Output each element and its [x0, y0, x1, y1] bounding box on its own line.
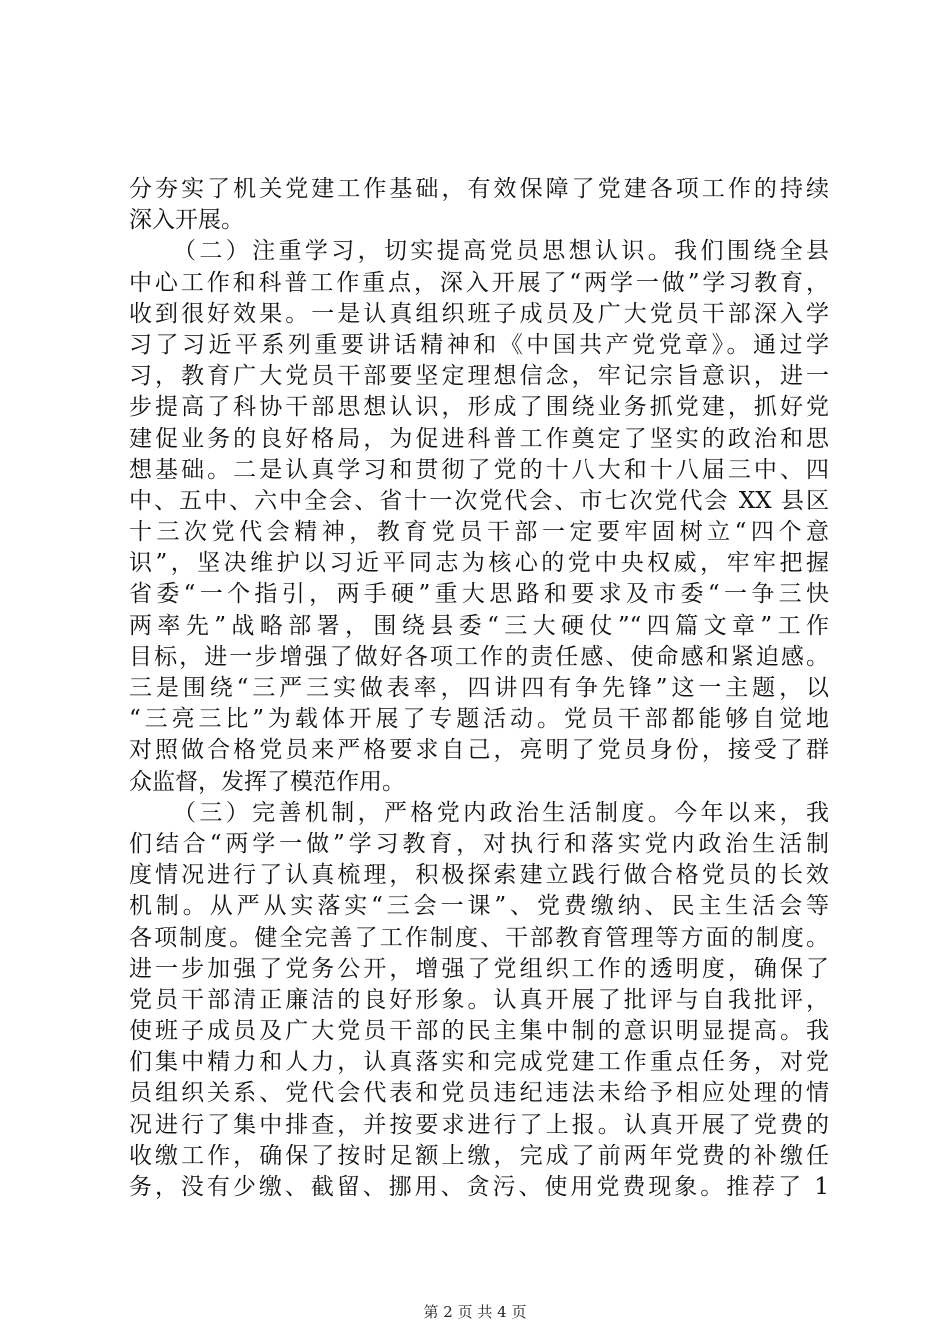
text-line: （二）注重学习，切实提高党员思想认识。我们围绕全县 [173, 238, 829, 265]
text-line: 深入开展。 [129, 207, 244, 234]
text-line: “三亮三比”为载体开展了专题活动。党员干部都能够自觉地 [129, 706, 829, 733]
text-line: 众监督，发挥了模范作用。 [129, 768, 405, 795]
text-line: 们集中精力和人力，认真落实和完成党建工作重点任务，对党 [129, 1049, 829, 1076]
text-line: 分夯实了机关党建工作基础，有效保障了党建各项工作的持续 [129, 176, 829, 202]
text-line: 省委“一个指引，两手硬”重大思路和要求及市委“一争三快 [129, 581, 829, 608]
text-line: 建促业务的良好格局，为促进科普工作奠定了坚实的政治和思 [129, 425, 829, 452]
text-line: 务，没有少缴、截留、挪用、贪污、使用党费现象。推荐了 1 [129, 1174, 829, 1200]
text-line: 习，教育广大党员干部要坚定理想信念，牢记宗旨意识，进一 [129, 363, 829, 390]
text-line: 党员干部清正廉洁的良好形象。认真开展了批评与自我批评， [129, 986, 829, 1013]
text-line: 收缴工作，确保了按时足额上缴，完成了前两年党费的补缴任 [129, 1142, 829, 1169]
text-line: （三）完善机制，严格党内政治生活制度。今年以来，我 [173, 799, 829, 826]
text-line: 进一步加强了党务公开，增强了党组织工作的透明度，确保了 [129, 955, 829, 982]
text-line: 收到很好效果。一是认真组织班子成员及广大党员干部深入学 [129, 300, 829, 327]
text-line: 机制。从严从实落实“三会一课”、党费缴纳、民主生活会等 [129, 893, 829, 920]
text-line: 两率先”战略部署，围绕县委“三大硬仗”“四篇文章”工作 [129, 612, 829, 639]
text-line: 目标，进一步增强了做好各项工作的责任感、使命感和紧迫感。 [129, 643, 829, 670]
text-line: 度情况进行了认真梳理，积极探索建立践行做合格党员的长效 [129, 862, 829, 889]
text-line: 况进行了集中排查，并按要求进行了上报。认真开展了党费的 [129, 1111, 829, 1138]
text-line: 各项制度。健全完善了工作制度、干部教育管理等方面的制度。 [129, 924, 829, 951]
text-line: 使班子成员及广大党员干部的民主集中制的意识明显提高。我 [129, 1018, 829, 1045]
text-line: 习了习近平系列重要讲话精神和《中国共产党党章》。通过学 [129, 331, 829, 358]
text-line: 想基础。二是认真学习和贯彻了党的十八大和十八届三中、四 [129, 456, 829, 483]
paragraph [129, 174, 829, 236]
text-line: 中心工作和科普工作重点，深入开展了“两学一做”学习教育， [129, 269, 829, 296]
paragraph [129, 798, 829, 1203]
text-line: 中、五中、六中全会、省十一次党代会、市七次党代会 XX 县区 [129, 487, 829, 514]
text-line: 十三次党代会精神，教育党员干部一定要牢固树立“四个意 [129, 519, 829, 546]
document-body [129, 174, 829, 1203]
text-line: 对照做合格党员来严格要求自己，亮明了党员身份，接受了群 [129, 737, 829, 764]
text-line: 步提高了科协干部思想认识，形成了围绕业务抓党建，抓好党 [129, 394, 829, 421]
text-line: 员组织关系、党代会代表和党员违纪违法未给予相应处理的情 [129, 1080, 829, 1107]
text-line: 三是围绕“三严三实做表率，四讲四有争先锋”这一主题，以 [129, 675, 829, 701]
text-line: 识”，坚决维护以习近平同志为核心的党中央权威，牢牢把握 [129, 550, 829, 577]
text-line: 们结合“两学一做”学习教育，对执行和落实党内政治生活制 [129, 830, 829, 857]
paragraph [129, 236, 829, 797]
page-footer: 第 2 页 共 4 页 [423, 1303, 527, 1321]
